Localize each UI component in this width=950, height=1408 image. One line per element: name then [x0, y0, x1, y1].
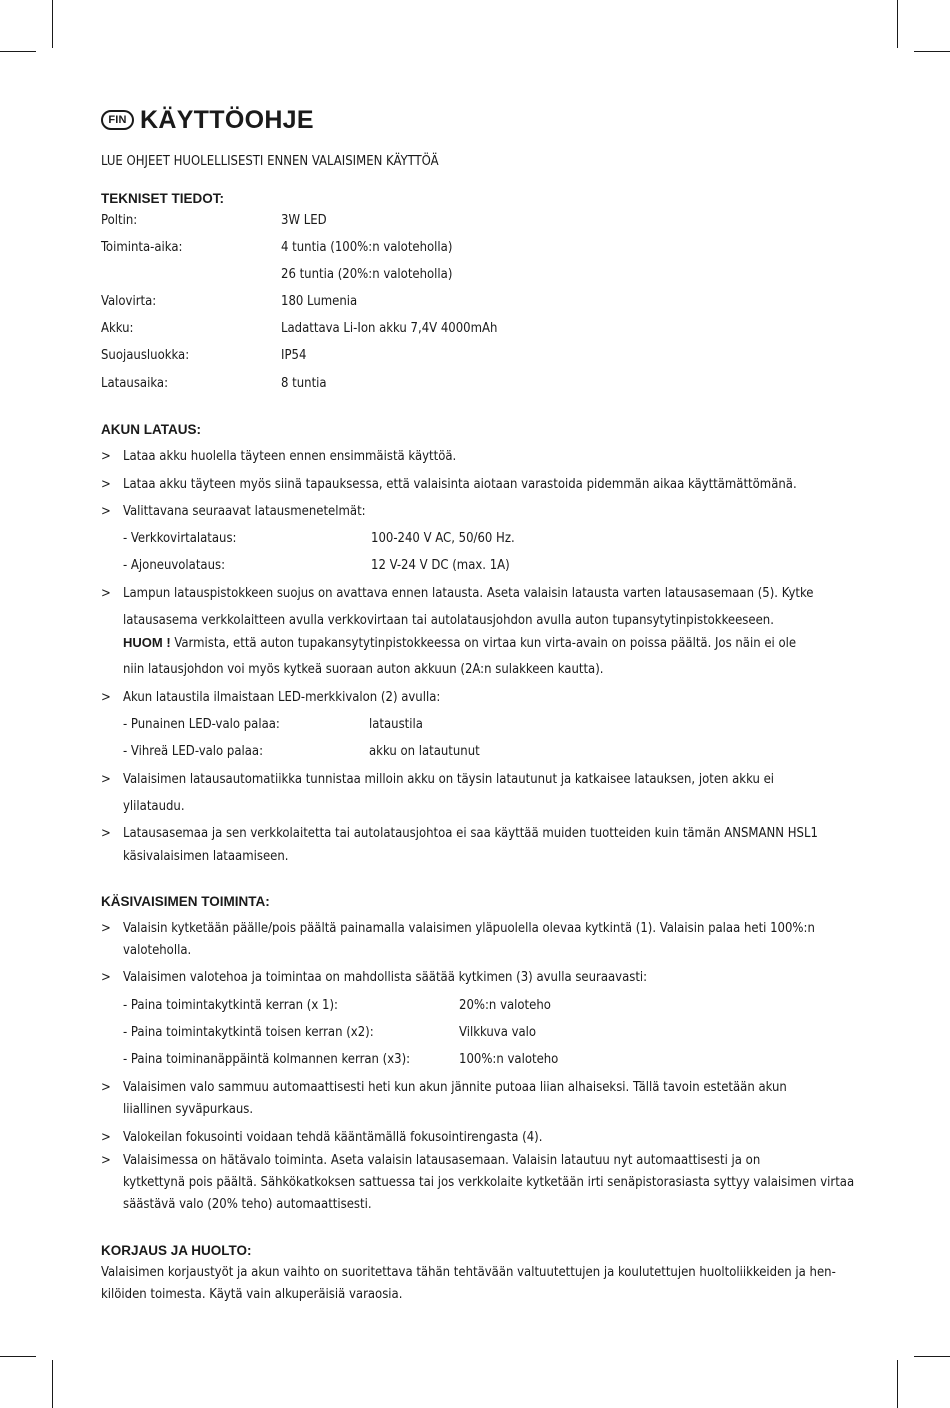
spec-value: IP54 — [281, 348, 307, 363]
bullet-text: Lataa akku huolella täyteen ennen ensimmäistä käyttöä. — [123, 449, 457, 464]
method-label: - Ajoneuvolataus: — [123, 558, 226, 573]
crop-mark-bottom-left-h — [0, 1356, 36, 1357]
bullet-text-cont: ylilataudu. — [123, 799, 185, 814]
bullet-marker: > — [101, 449, 111, 464]
setting-value: 100%:n valoteho — [459, 1052, 559, 1067]
bullet-marker: > — [101, 1153, 111, 1168]
specs-heading: TEKNISET TIEDOT: — [101, 191, 225, 206]
bullet-marker: > — [101, 772, 111, 787]
bullet-text-cont: kytkettynä pois päältä. Sähkökatkoksen sattuessa tai jos verkkolaite kytketään irti senäpistorasiasta syttyy valaisimen virtaa — [123, 1175, 855, 1190]
intro-text: LUE OHJEET HUOLELLISESTI ENNEN VALAISIMEN KÄYTTÖÄ — [101, 154, 439, 169]
language-badge: FIN — [101, 110, 134, 130]
operation-heading: KÄSIVAISIMEN TOIMINTA: — [101, 894, 270, 909]
bullet-text: Valaisimessa on hätävalo toiminta. Aseta valaisin latausasemaan. Valaisin latautuu nyt automaattisesti ja on — [123, 1153, 761, 1168]
title-row — [101, 100, 314, 140]
led-label: - Vihreä LED-valo palaa: — [123, 744, 264, 759]
method-label: - Verkkovirtalataus: — [123, 531, 237, 546]
bullet-text-cont: liiallinen syväpurkaus. — [123, 1102, 254, 1117]
bullet-text: Valaisimen valo sammuu automaattisesti heti kun akun jännite putoaa liian alhaiseksi. Tällä tavoin estetään akun — [123, 1080, 787, 1095]
setting-label: - Paina toiminanäppäintä kolmannen kerran (x3): — [123, 1052, 411, 1067]
bullet-marker: > — [101, 1130, 111, 1145]
bullet-marker: > — [101, 586, 111, 601]
spec-value: 3W LED — [281, 213, 327, 228]
spec-label: Poltin: — [101, 213, 138, 228]
charging-heading: AKUN LATAUS: — [101, 422, 201, 437]
setting-value: Vilkkuva valo — [459, 1025, 537, 1040]
setting-value: 20%:n valoteho — [459, 998, 551, 1013]
bullet-text-cont: niin latausjohdon voi myös kytkeä suoraan auton akkuun (2A:n sulakkeen kautta). — [123, 662, 604, 677]
spec-label: Suojausluokka: — [101, 348, 190, 363]
bullet-marker: > — [101, 826, 111, 841]
bullet-text-cont: latausasema verkkolaitteen avulla verkkovirtaan tai autolatausjohdon avulla auton tupansytytinpistokkeeseen. — [123, 613, 774, 628]
led-value: akku on latautunut — [369, 744, 480, 759]
setting-label: - Paina toimintakytkintä toisen kerran (x2): — [123, 1025, 374, 1040]
crop-mark-bottom-right-h — [914, 1356, 950, 1357]
spec-value: 8 tuntia — [281, 376, 327, 391]
bullet-text: Lataa akku täyteen myös siinä tapauksessa, että valaisinta aiotaan varastoida pidemmän aikaa käyttämättömänä. — [123, 477, 797, 492]
crop-mark-bottom-left-v — [52, 1360, 53, 1408]
repair-heading: KORJAUS JA HUOLTO: — [101, 1243, 252, 1258]
repair-text-line: Valaisimen korjaustyöt ja akun vaihto on suoritettava tähän tehtävään valtuutettujen ja koulutettujen huoltoliikkeiden ja hen- — [101, 1265, 836, 1280]
spec-value: 26 tuntia (20%:n valoteholla) — [281, 267, 453, 282]
repair-text-line: kilöiden toimesta. Käytä vain alkuperäisiä varaosia. — [101, 1287, 403, 1302]
bullet-text: Valaisin kytketään päälle/pois päältä painamalla valaisimen yläpuolella olevaa kytkintä (1). Valaisin palaa heti 100%:n — [123, 921, 815, 936]
spec-value: 4 tuntia (100%:n valoteholla) — [281, 240, 453, 255]
bullet-text: Valokeilan fokusointi voidaan tehdä kääntämällä fokusointirengasta (4). — [123, 1130, 543, 1145]
setting-label: - Paina toimintakytkintä kerran (x 1): — [123, 998, 338, 1013]
bullet-marker: > — [101, 504, 111, 519]
bullet-text-cont: säästävä valo (20% teho) automaattisesti. — [123, 1197, 372, 1212]
huom-label: HUOM ! — [123, 635, 171, 650]
spec-label: Latausaika: — [101, 376, 169, 391]
led-label: - Punainen LED-valo palaa: — [123, 717, 280, 732]
crop-mark-top-left-h — [0, 51, 36, 52]
crop-mark-top-right-v — [897, 0, 898, 48]
bullet-text: Valaisimen latausautomatiikka tunnistaa milloin akku on täysin latautunut ja katkaisee latauksen, joten akku ei — [123, 772, 775, 787]
method-value: 12 V-24 V DC (max. 1A) — [371, 558, 510, 573]
crop-mark-bottom-right-v — [897, 1360, 898, 1408]
bullet-marker: > — [101, 921, 111, 936]
crop-mark-top-left-v — [52, 0, 53, 48]
page-title: KÄYTTÖOHJE — [140, 105, 314, 134]
spec-label: Akku: — [101, 321, 134, 336]
bullet-text: Akun lataustila ilmaistaan LED-merkkivalon (2) avulla: — [123, 690, 441, 705]
spec-label: Toiminta-aika: — [101, 240, 183, 255]
bullet-text: Latausasemaa ja sen verkkolaitetta tai autolatausjohtoa ei saa käyttää muiden tuotteiden kuin tämän ANSMANN HSL1 — [123, 826, 818, 841]
crop-mark-top-right-h — [914, 51, 950, 52]
huom-text: Varmista, että auton tupakansytytinpistokkeessa on virtaa kun virta-avain on poissa päältä. Jos näin ei ole — [170, 636, 797, 651]
bullet-text-cont: käsivalaisimen lataamiseen. — [123, 849, 289, 864]
bullet-text: Valittavana seuraavat latausmenetelmät: — [123, 504, 366, 519]
led-value: lataustila — [369, 717, 423, 732]
bullet-marker: > — [101, 477, 111, 492]
bullet-text: Valaisimen valotehoa ja toimintaa on mahdollista säätää kytkimen (3) avulla seuraavasti: — [123, 970, 648, 985]
bullet-text-cont — [123, 635, 796, 652]
bullet-marker: > — [101, 970, 111, 985]
spec-label: Valovirta: — [101, 294, 157, 309]
bullet-text: Lampun latauspistokkeen suojus on avattava ennen latausta. Aseta valaisin latausta varten latausasemaan (5). Kytke — [123, 586, 814, 601]
spec-value: Ladattava Li-Ion akku 7,4V 4000mAh — [281, 321, 498, 336]
bullet-text-cont: valoteholla. — [123, 943, 192, 958]
spec-value: 180 Lumenia — [281, 294, 358, 309]
method-value: 100-240 V AC, 50/60 Hz. — [371, 531, 515, 546]
bullet-marker: > — [101, 690, 111, 705]
bullet-marker: > — [101, 1080, 111, 1095]
